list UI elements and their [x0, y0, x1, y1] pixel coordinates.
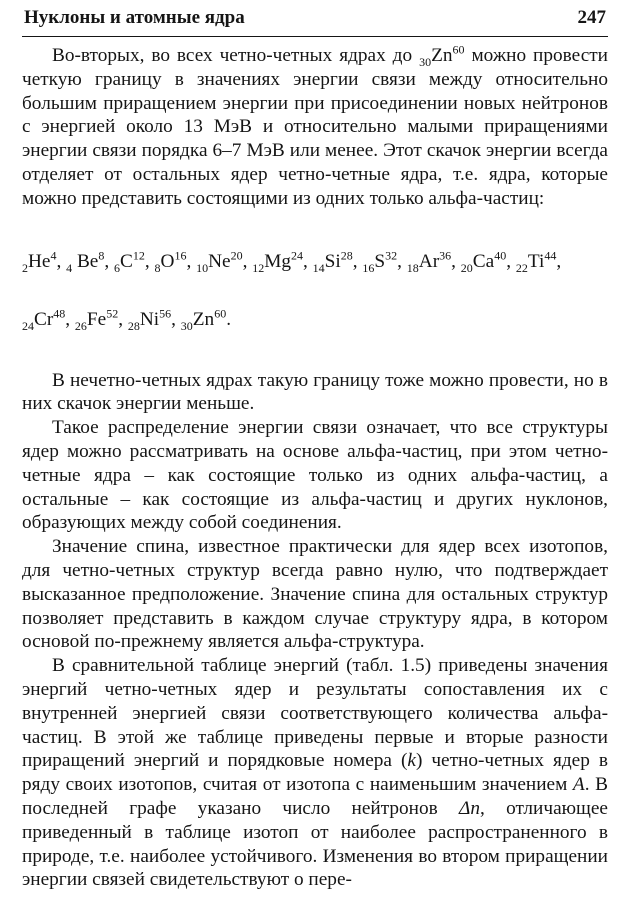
nuclide	[312, 248, 363, 275]
element-symbol: Ne	[208, 250, 231, 272]
element-symbol: Zn	[192, 308, 215, 330]
atomic-number: 18	[406, 260, 419, 275]
element-symbol: Zn	[431, 45, 453, 66]
running-header	[22, 0, 608, 37]
nuclide	[252, 248, 313, 275]
separator: ,	[397, 250, 407, 272]
mass-number: 40	[494, 248, 507, 263]
nuclide	[22, 306, 75, 333]
atomic-number: 26	[74, 318, 87, 333]
element-symbol: Mg	[264, 250, 292, 272]
atomic-number: 16	[362, 260, 375, 275]
mass-number: 48	[53, 306, 66, 321]
nuclide	[362, 248, 407, 275]
atomic-number: 30	[419, 54, 432, 69]
variable-k: k	[407, 750, 416, 772]
mass-number: 16	[174, 248, 187, 263]
separator: ,	[65, 308, 75, 330]
paragraph-3: Такое распределение энергии связи означает, что все структуры ядер можно рассматривать на основе альфа-частиц, при этом четно-четные ядра – как состоящие только из одних альфа-частиц, а остальные – как состоящие из альфа-частиц и других нуклонов, образующих между собой соединения.	[22, 417, 608, 534]
element-symbol: Cr	[34, 308, 54, 330]
mass-number: 28	[340, 248, 353, 263]
element-symbol: Si	[324, 250, 341, 272]
element-symbol: C	[120, 250, 133, 272]
paragraph-1-end: можно провести четкую границу в значениях энергии связи между относительно большим приращением энергии при присоединении новых нейтронов с энергией около 13 МэВ и относительно малыми приращениями энергии связи порядка 6–7 МэВ или менее. Этот скачок энергии всегда отделяет от остальных ядер четно-четные ядра, т.е. ядра, которые можно представить состоящими из одних только альфа-частиц:	[22, 45, 608, 209]
nuclide	[406, 248, 461, 275]
atomic-number: 22	[515, 260, 528, 275]
header-title: Нуклоны и атомные ядра	[24, 7, 245, 28]
paragraph-5-text-4: , отличающее приведенный в таблице изотоп от наиболее распространенного в природе, т.е. наиболее устойчивого. Изменения во втором приращении энергии связей свидетельствуют о пере-	[22, 797, 608, 891]
element-symbol: S	[374, 250, 386, 272]
paragraph-1	[22, 44, 608, 211]
mass-number: 12	[132, 248, 145, 263]
nuclide	[515, 248, 562, 275]
zinc-60-nuclide	[419, 42, 465, 69]
nuclide	[66, 248, 115, 275]
separator: ,	[118, 308, 128, 330]
paragraph-1-start: Во-вторых, во всех четно-четных ядрах до	[52, 45, 420, 66]
element-symbol: He	[28, 250, 51, 272]
element-symbol: Ti	[527, 250, 545, 272]
page-body	[22, 44, 608, 892]
mass-number: 56	[159, 306, 172, 321]
separator: ,	[352, 250, 363, 272]
nuclide	[180, 306, 232, 333]
mass-number: 60	[214, 306, 227, 321]
separator: ,	[303, 250, 313, 272]
separator: ,	[242, 250, 253, 272]
atomic-number: 28	[127, 318, 140, 333]
element-symbol: Be	[72, 250, 99, 272]
paragraph-2: В нечетно-четных ядрах такую границу тоже можно провести, но в них скачок энергии меньше.	[22, 369, 608, 415]
separator: ,	[506, 250, 516, 272]
separator: ,	[171, 308, 181, 330]
element-symbol: O	[160, 250, 175, 272]
atomic-number: 24	[22, 318, 34, 333]
atomic-number: 4	[66, 260, 73, 275]
separator: .	[226, 308, 232, 330]
paragraph-5-text-1: В сравнительной таблице энергий (табл. 1.5) приведены значения энергий четно-четных ядер и результаты сопоставления их с внутренней энергией связи соответствующего количества альфа-частиц. В этой же таблице приведены первые и вторые разности приращений энергий и порядковые номера (	[22, 655, 608, 772]
mass-number: 44	[544, 248, 557, 263]
atomic-number: 6	[114, 260, 121, 275]
variable-a: A	[572, 774, 585, 796]
separator: ,	[451, 250, 461, 272]
separator: ,	[556, 250, 562, 272]
atomic-number: 20	[460, 260, 473, 275]
separator: ,	[144, 250, 155, 272]
nuclide	[127, 306, 181, 333]
element-symbol: Fe	[86, 308, 107, 330]
nuclide	[114, 248, 155, 275]
mass-number: 60	[452, 42, 465, 57]
paragraph-5	[22, 654, 608, 892]
atomic-number: 14	[312, 260, 325, 275]
paragraph-4: Значение спина, известное практически для ядер всех изотопов, для четно-четных структур всегда равно нулю, что подтверждает высказанное предположение. Значение спина для остальных структур позволяет представить в каждом случае структуру ядра, в котором основой по-прежнему является альфа-структура.	[22, 536, 608, 653]
nuclide	[74, 306, 128, 333]
atomic-number: 30	[180, 318, 193, 333]
element-symbol: Ni	[139, 308, 160, 330]
atomic-number: 8	[154, 260, 161, 275]
alpha-nuclide-list	[22, 233, 608, 349]
mass-number: 52	[106, 306, 119, 321]
element-symbol: Ar	[418, 250, 440, 272]
mass-number: 24	[291, 248, 304, 263]
nuclide	[154, 248, 197, 275]
nuclide	[22, 248, 67, 275]
mass-number: 20	[230, 248, 243, 263]
separator: ,	[186, 250, 197, 272]
separator: ,	[56, 250, 67, 272]
separator: ,	[104, 250, 115, 272]
mass-number: 8	[98, 248, 105, 263]
nuclide	[196, 248, 253, 275]
paragraph-5-text-2: ) четно-четных ядер в ряду своих изотопов, считая от изотопа с наименьшим значением	[22, 750, 608, 796]
paragraph-5-text-3: . В последней графе указано число нейтронов	[22, 774, 608, 819]
nuclide	[460, 248, 516, 275]
page-number: 247	[577, 7, 606, 28]
variable-delta-n: Δn	[459, 797, 480, 819]
atomic-number: 12	[252, 260, 265, 275]
atomic-number: 2	[22, 260, 28, 275]
mass-number: 4	[50, 248, 57, 263]
mass-number: 36	[439, 248, 452, 263]
mass-number: 32	[385, 248, 398, 263]
atomic-number: 10	[196, 260, 209, 275]
element-symbol: Ca	[472, 250, 495, 272]
